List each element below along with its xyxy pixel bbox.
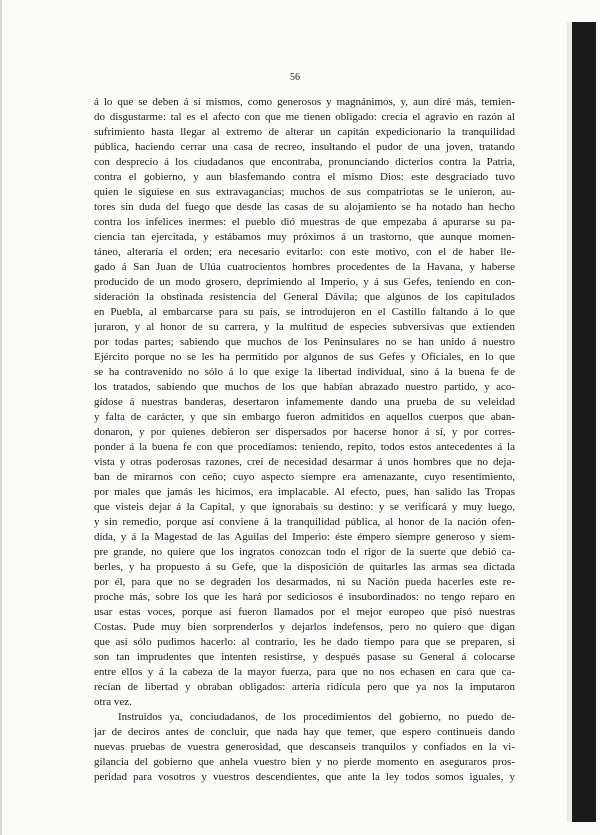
text-line: tores sin duda del fuego que desde las casas de su alojamiento se ha notado han hecho — [94, 201, 515, 213]
text-line: quien le siguiese en sus extravagancias; muchos de sus compatriotas se le unieron, au- — [94, 186, 515, 198]
text-line: pública, haciendo cerrar una casa de recreo, insultando el pudor de una joven, tratando — [94, 141, 515, 153]
text-line: nuevas pruebas de vuestra generosidad, que descanseis tranquilos y confiados en la vi- — [94, 741, 515, 753]
text-line: ban de mirarnos con ceño; cuyo aspecto siempre era amenazante, cuyo resentimiento, — [94, 471, 515, 483]
text-line: se ha contravenido no sólo á lo que exige la libertad individual, sino á la buena fe de — [94, 366, 515, 378]
text-line: juraron, y al honor de su carrera, y la multitud de especies subversivas que extienden — [94, 321, 515, 333]
text-line: gado á San Juan de Ulúa cuatrocientos hombres procedentes de la Havana, y haberse — [94, 261, 515, 273]
page-number: 56 — [290, 72, 300, 83]
text-line: Costas. Pude muy bien sorprenderlos y dejarlos indefensos, pero no quiero que digan — [94, 621, 515, 633]
text-line: vista y otras poderosas razones, creí de necesidad desarmar á unos hombres que no deja- — [94, 456, 515, 468]
text-line: usar estas voces, porque así fueron llamados por el mejor europeo que pisó nuestras — [94, 606, 515, 618]
text-line: producido de un modo grosero, deprimiendo al Imperio, y á sus Gefes, teniendo en con- — [94, 276, 515, 288]
text-line: recían de libertad y obraban obligados: artería ridícula pero que ya nos la imputaron — [94, 681, 515, 693]
text-line: contra el gobierno, y aun blasfemando contra el mismo Dios: este desgraciado tuvo — [94, 171, 515, 183]
text-line: ciencia tan ejercitada, y estábamos muy próximos á un trastorno, que aunque momen- — [94, 231, 515, 243]
text-line: que así sólo pudimos hacerlo: al contrario, les he dado tiempo para que se preparen, si — [94, 636, 515, 648]
text-line: proche más, sobre los que les hará por sediciosos é insubordinados: no tengo reparo en — [94, 591, 515, 603]
text-line: donaron, y por quienes debieron ser dispersados por hacerse honor á sí, y por corres- — [94, 426, 515, 438]
text-line: Ejército porque no se les ha permitido por algunos de sus Gefes y Oficiales, en lo que — [94, 351, 515, 363]
text-line: otra vez. — [94, 696, 132, 708]
text-line: en Puebla, al embarcarse para su país, se introdujeron en el Castillo faltando á lo que — [94, 306, 515, 318]
text-line: y sin remedio, porque así conviene á la tranquilidad pública, al honor de la nación ofen- — [94, 516, 515, 528]
text-line: Instruidos ya, conciudadanos, de los procedimientos del gobierno, no puedo de- — [118, 711, 515, 723]
text-line: dida, y á la Magestad de las Aguilas del Imperio: éste émpero siempre generoso y siem- — [94, 531, 515, 543]
text-line: con desprecio á los ciudadanos que encontraba, pronunciando dicterios contra la Patria, — [94, 156, 515, 168]
text-line: por males que jamás les hicimos, era implacable. Al efecto, pues, han salido las Tropas — [94, 486, 515, 498]
text-line: pre grande, no quiere que los ingratos conozcan todo el rigor de la suerte que debió ca- — [94, 546, 515, 558]
text-line: berles, y ha propuesto á su Gefe, que la disposición de quitarles las armas sea dictada — [94, 561, 515, 573]
text-line: por todas partes; sabiendo que muchos de los Peninsulares no se han unido á nuestro — [94, 336, 515, 348]
text-line: jar de deciros antes de concluir, que nada hay que temer, que espero continueis dando — [94, 726, 515, 738]
text-line: gídose á nuestras banderas, desertaron infamemente dando una prueba de su veleidad — [94, 396, 515, 408]
text-line: son tan imprudentes que intenten resistirse, y después pasase su General á colocarse — [94, 651, 515, 663]
text-line: contra los infelices inermes: el pueblo dió muestras de que empezaba á apurarse su pa- — [94, 216, 515, 228]
text-line: peridad para vosotros y vuestros descendientes, que ante la ley todos somos iguales, y — [94, 771, 515, 783]
page-left-edge — [0, 0, 2, 835]
text-line: y falta de carácter, y que sin embargo fueron admitidos en aquellos cuerpos que aban- — [94, 411, 515, 423]
text-line: sideración la obstinada resistencia del General Dávila; que algunos de los capitulados — [94, 291, 515, 303]
body-text — [94, 95, 515, 785]
text-line: por él, para que no se degraden los desarmados, ni su Nación pueda hacerles este re- — [94, 576, 515, 588]
text-line: los tratados, sabiendo que muchos de los que habían abrazado nuestro partido, y aco- — [94, 381, 515, 393]
text-line: que visteis dejar á la Capital, y que ignorabais su destino: y se verificará y muy luego, — [94, 501, 515, 513]
text-line: sufrimiento hasta llegar al extremo de alterar un capitán expedicionario la tranquilidad — [94, 126, 515, 138]
text-line: táneo, alteraría el orden; era necesario evitarlo: con este motivo, con el de haber lle- — [94, 246, 515, 258]
scanner-edge-bar — [572, 22, 596, 822]
text-line: entre ellos y á la cabeza de la mayor fuerza, para que no nos echasen en cara que ca- — [94, 666, 515, 678]
text-line: gilancia del gobierno que anhela vuestro bien y no pierde momento en aseguraros pros- — [94, 756, 515, 768]
text-line: ponder á la buena fe con que procedíamos: teniendo, repito, todos estos antecedentes á la — [94, 441, 515, 453]
text-line: do disgustarme: tal es el afecto con que me tienen obligado: crecía el agravio en razón al — [94, 111, 515, 123]
text-line: á lo que se deben á sí mismos, como generosos y magnánimos, y, aun diré más, temien- — [94, 96, 515, 108]
